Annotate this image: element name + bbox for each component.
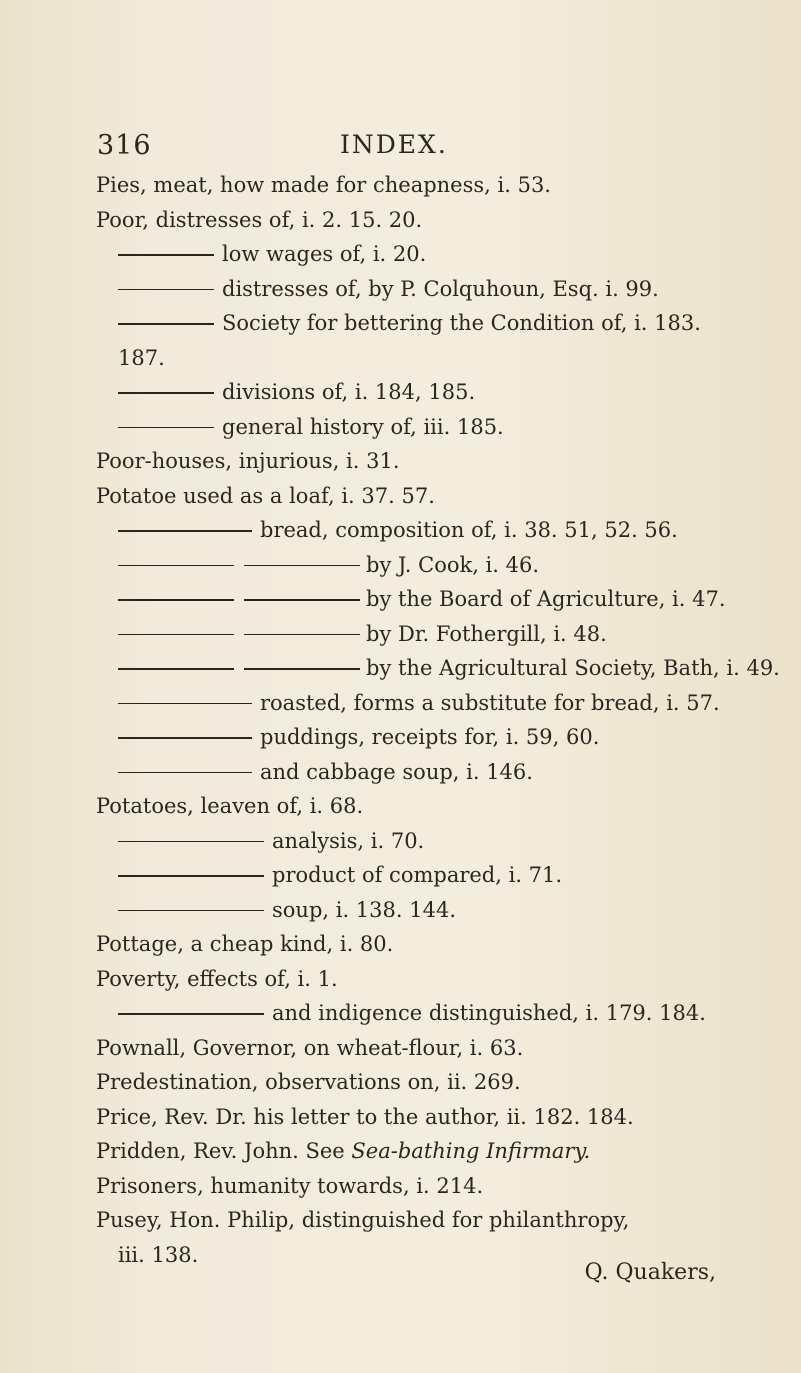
index-entry: Potatoe used as a loaf, i. 37. 57. (96, 483, 435, 508)
ditto-dash (118, 392, 214, 394)
index-subentry: product of compared, i. 71. (0, 858, 801, 893)
index-subentry: Society for bettering the Condition of, i. 183. (0, 306, 801, 341)
index-entry: Price, Rev. Dr. his letter to the author, ii. 182. 184. (96, 1104, 634, 1129)
index-continuation: iii. 138. (118, 1242, 199, 1267)
ditto-dash (118, 634, 234, 636)
index-subentry: bread, composition of, i. 38. 51, 52. 56. (0, 513, 801, 548)
index-subentry: puddings, receipts for, i. 59, 60. (0, 720, 801, 755)
index-subentry: and indigence distinguished, i. 179. 184. (0, 996, 801, 1031)
ditto-dash (244, 599, 360, 601)
index-subentry: distresses of, by P. Colquhoun, Esq. i. 99. (0, 272, 801, 307)
running-head: INDEX. (340, 130, 448, 159)
ditto-dash (244, 634, 360, 636)
index-entry: Potatoes, leaven of, i. 68. (96, 794, 364, 818)
index-subentry: divisions of, i. 184, 185. (0, 375, 801, 410)
ditto-dash (118, 772, 252, 774)
index-entry: Pottage, a cheap kind, i. 80. (96, 932, 394, 956)
ditto-dash (118, 530, 252, 532)
index-subsubentry: by Dr. Fothergill, i. 48. (0, 617, 801, 652)
index-entry: Poor, distresses of, i. 2. 15. 20. (96, 207, 423, 232)
index-subsubentry: by J. Cook, i. 46. (0, 548, 801, 583)
cross-reference: Sea-bathing Infirmary. (351, 1139, 591, 1163)
ditto-dash (244, 565, 360, 567)
index-continuation: 187. (118, 345, 165, 370)
ditto-dash (118, 254, 214, 256)
page-number: 316 (97, 130, 152, 161)
ditto-dash (118, 427, 214, 429)
index-entry: Pusey, Hon. Philip, distinguished for philanthropy, (96, 1208, 630, 1232)
index-entries (0, 168, 801, 1272)
index-subentry: roasted, forms a substitute for bread, i. 57. (0, 686, 801, 721)
ditto-dash (118, 841, 264, 843)
ditto-dash (118, 910, 264, 912)
index-entry: Poor-houses, injurious, i. 31. (96, 449, 400, 473)
index-subsubentry: by the Board of Agriculture, i. 47. (0, 582, 801, 617)
ditto-dash (118, 668, 234, 670)
ditto-dash (118, 565, 234, 567)
ditto-dash (118, 289, 214, 291)
ditto-dash (118, 875, 264, 877)
index-entry: Pridden, Rev. John. See Sea-bathing Infirmary. (96, 1139, 591, 1163)
ditto-dash (118, 1013, 264, 1015)
ditto-dash (118, 599, 234, 601)
ditto-dash (244, 668, 360, 670)
index-entry: Prisoners, humanity towards, i. 214. (96, 1173, 484, 1198)
index-entry: Pies, meat, how made for cheapness, i. 53. (96, 173, 551, 197)
ditto-dash (118, 703, 252, 705)
index-subsubentry: by the Agricultural Society, Bath, i. 49. (0, 651, 801, 686)
index-entry: Poverty, effects of, i. 1. (96, 966, 338, 991)
index-entry: Predestination, observations on, ii. 269. (96, 1070, 521, 1094)
ditto-dash (118, 323, 214, 325)
ditto-dash (118, 737, 252, 739)
index-subentry: general history of, iii. 185. (0, 410, 801, 445)
index-subentry: soup, i. 138. 144. (0, 893, 801, 928)
catchword: Q. Quakers, (584, 1260, 716, 1285)
index-subentry: analysis, i. 70. (0, 824, 801, 859)
index-subentry: low wages of, i. 20. (0, 237, 801, 272)
index-subentry: and cabbage soup, i. 146. (0, 755, 801, 790)
index-entry: Pownall, Governor, on wheat-flour, i. 63. (96, 1035, 524, 1060)
